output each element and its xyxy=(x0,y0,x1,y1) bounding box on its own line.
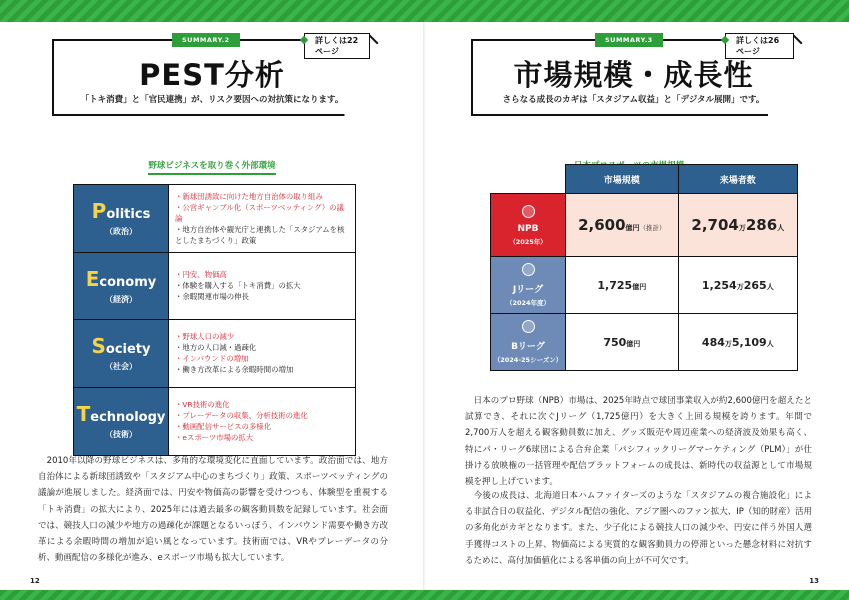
bottom-stripe-band xyxy=(0,590,849,600)
attendance-value: 1,254万265人 xyxy=(678,257,797,314)
pest-item: ・新球団誘致に向けた地方自治体の取り組み xyxy=(175,191,323,201)
league-label: Bリーグ （2024-25シーズン） xyxy=(491,314,566,371)
market-size-value: 1,725億円 xyxy=(566,257,679,314)
pest-item: ・公営ギャンブル化（スポーツベッティング）の議論 xyxy=(175,202,344,223)
page-number: 13 xyxy=(809,577,819,585)
pest-word: Technology xyxy=(76,402,166,427)
pest-row-economy xyxy=(74,253,355,321)
pest-item: ・eスポーツ市場の拡大 xyxy=(175,433,254,443)
pest-items xyxy=(169,320,355,387)
right-page xyxy=(425,22,849,590)
pest-row-society xyxy=(74,320,355,388)
pest-item: ・地方自治体や観光庁と連携した「スタジアムを核としたまちづくり」政策 xyxy=(175,224,345,245)
pest-row-politics xyxy=(74,185,355,253)
pest-row-technology xyxy=(74,388,355,456)
table-row-npb xyxy=(491,194,798,257)
market-table xyxy=(490,164,798,371)
pest-sub-label: （経済） xyxy=(105,294,137,304)
table-row-bleague xyxy=(491,314,798,371)
table-corner-cell xyxy=(491,165,566,194)
pest-item: ・円安、物価高 xyxy=(175,270,227,280)
pest-word: Politics xyxy=(91,199,151,224)
body-paragraph-2: 今後の成長は、北海道日本ハムファイターズのような「スタジアムの複合施設化」による非試合日の収益化、デジタル配信の強化、アジア圏へのファン拡大、IP（知的財産）活用の多角化がカギとなります。また、少子化による競技人口の減少や、円安に伴う外国人選手獲得コストの上昇、物価高による実質的な観客動員力の停滞といった懸念材料に対抗するために、高付加価値化による客単価の向上が不可欠です。 xyxy=(465,491,812,566)
pest-item: ・働き方改革による余暇時間の増加 xyxy=(175,365,294,375)
summary-tag: SUMMARY.3 xyxy=(595,33,663,47)
pest-item: ・プレーデータの収集、分析技術の進化 xyxy=(175,411,308,421)
pest-item: ・野球人口の減少 xyxy=(175,332,235,342)
top-stripe-band xyxy=(0,0,849,22)
league-label: Jリーグ （2024年度） xyxy=(491,257,566,314)
market-table-header-row xyxy=(491,165,798,194)
header-market-size: 市場規模 xyxy=(566,165,679,194)
pest-key xyxy=(74,253,169,320)
page-subtitle: さらなる成長のカギは「スタジアム収益」と「デジタル展開」です。 xyxy=(502,95,765,105)
page-title: 市場規模・成長性 xyxy=(513,58,754,92)
pest-sub-label: （技術） xyxy=(105,430,137,440)
pest-word: Economy xyxy=(85,266,157,291)
pest-sub-label: （政治） xyxy=(105,227,137,237)
summary-tag: SUMMARY.2 xyxy=(172,33,240,47)
pest-sub-label: （社会） xyxy=(105,362,137,372)
attendance-value: 484万5,109人 xyxy=(678,314,797,371)
pest-items xyxy=(169,253,355,320)
market-size-value: 750億円 xyxy=(566,314,679,371)
page-subtitle: 「トキ消費」と「官民連携」が、リスク要因への対抗策になります。 xyxy=(80,95,344,105)
table-row-jleague xyxy=(491,257,798,314)
pest-item: ・インバウンドの増加 xyxy=(175,354,249,364)
page-number: 12 xyxy=(30,577,40,585)
pest-key xyxy=(74,388,169,456)
page-title: PEST分析 xyxy=(139,58,285,92)
pest-items xyxy=(169,185,355,252)
body-paragraph: 2010年以降の野球ビジネスは、多角的な環境変化に直面しています。政治面では、地方自治体による新球団誘致や「スタジアム中心のまちづくり」政策、スポーツベッティングの議論が進展しました。経済面では、円安や物価高の影響を受けつつも、体験型を重視する「トキ消費」の拡大により、2025年には過去最多の観客動員数を記録しています。社会面では、競技人口の減少や地方の過疎化が課題となるいっぽう、インバウンド需要や働き方改革による余暇時間の増加が追い風となっています。技術面では、VRやプレーデータの分析、動画配信の多様化が進み、eスポーツ市場も拡大しています。 xyxy=(38,456,388,564)
pest-items xyxy=(169,388,355,456)
summary-header-box xyxy=(52,36,370,114)
pest-word: Society xyxy=(91,334,151,359)
detail-page-link[interactable]: 詳しくは26ページ xyxy=(725,33,794,59)
attendance-value: 2,704万286人 xyxy=(678,194,797,257)
league-label: NPB （2025年） xyxy=(491,194,566,257)
pest-item: ・地方の人口減・過疎化 xyxy=(175,343,257,353)
pest-item: ・VR技術の進化 xyxy=(175,400,230,410)
detail-page-link[interactable]: 詳しくは22ページ xyxy=(304,33,370,59)
left-page xyxy=(0,22,424,590)
pest-key xyxy=(74,320,169,387)
pest-table xyxy=(73,184,356,456)
soccer-ball-icon xyxy=(522,263,535,276)
pest-item: ・動画配信サービスの多様化 xyxy=(175,422,272,432)
body-paragraph-1: 日本のプロ野球（NPB）市場は、2025年時点で球団事業収入が約2,600億円を超えたと試算でき、それに次ぐJリーグ（1,725億円）を大きく上回る規模を誇ります。年間で2,700万人を超える観客動員数に加え、グッズ販売や周辺産業への経済波及効果も高く、特にパ・リーグ6球団による合弁企業「パシフィックリーグマーケティング（PLM）」が仕掛ける放映権の一括管理や配信プラットフォームの成長は、新時代の収益源として市場規模を押し上げています。 xyxy=(465,396,812,488)
baseball-icon xyxy=(522,205,535,218)
pest-item: ・体験を購入する「トキ消費」の拡大 xyxy=(175,281,301,291)
market-size-value: 2,600億円（推計） xyxy=(566,194,679,257)
pest-item: ・余暇関連市場の伸長 xyxy=(175,292,249,302)
pest-key xyxy=(74,185,169,252)
header-attendance: 来場者数 xyxy=(678,165,797,194)
basketball-icon xyxy=(522,320,535,333)
section-label: 野球ビジネスを取り巻く外部環境 xyxy=(0,159,424,175)
summary-header-box xyxy=(471,36,794,114)
